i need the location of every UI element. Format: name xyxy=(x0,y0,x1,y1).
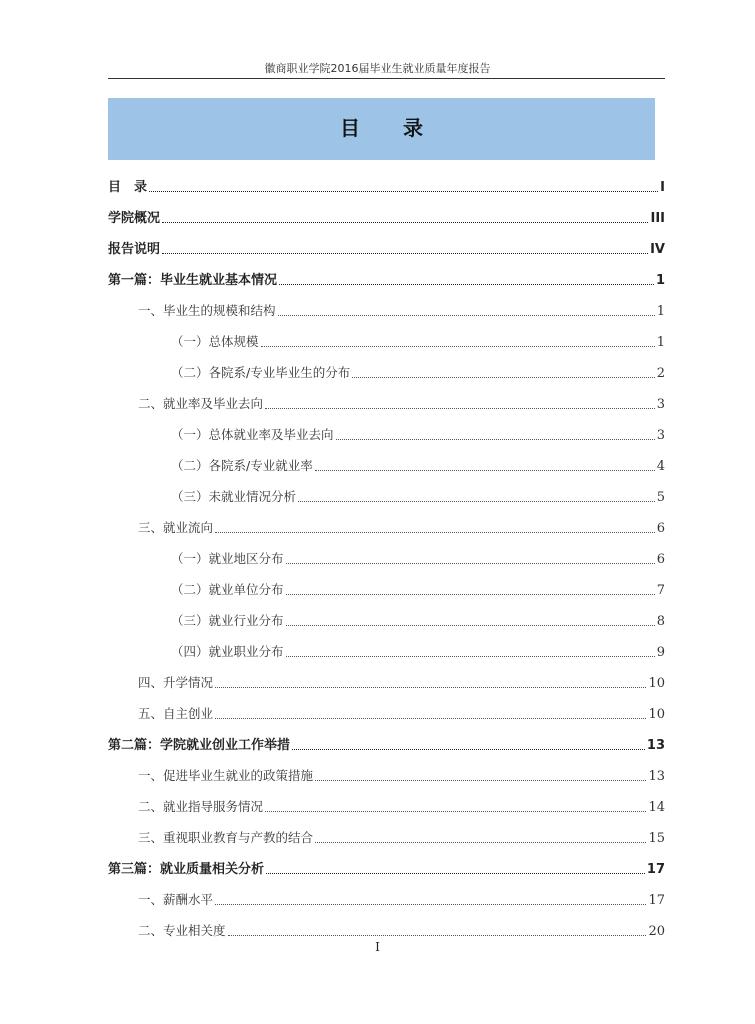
toc-dot-leader xyxy=(292,749,645,750)
toc-dot-leader xyxy=(162,222,648,223)
toc-entry-label: （三）未就业情况分析 xyxy=(171,489,297,504)
toc-title: 目 录 xyxy=(340,116,441,140)
toc-entry-page: 6 xyxy=(656,552,665,567)
toc-entry-page: 8 xyxy=(656,614,665,629)
toc-entry-label: 三、就业流向 xyxy=(138,520,214,535)
toc-dot-leader xyxy=(162,253,648,254)
toc-dot-leader xyxy=(315,780,646,781)
toc-entry-label: （三）就业行业分布 xyxy=(171,613,284,628)
toc-entry-label: （二）就业单位分布 xyxy=(171,582,284,597)
toc-entry-page: 20 xyxy=(648,924,665,939)
toc-entry[interactable] xyxy=(108,697,665,728)
toc-dot-leader xyxy=(265,408,655,409)
toc-entry-label: 二、专业相关度 xyxy=(138,923,226,938)
toc-dot-leader xyxy=(286,563,655,564)
toc-dot-leader xyxy=(279,284,654,285)
page-number: I xyxy=(375,940,380,954)
toc-dot-leader xyxy=(215,718,646,719)
toc-entry-label: 二、就业指导服务情况 xyxy=(138,799,264,814)
toc-entry-page: 7 xyxy=(656,583,665,598)
toc-entry[interactable] xyxy=(108,604,665,635)
toc-dot-leader xyxy=(286,594,655,595)
toc-entry-label: （四）就业职业分布 xyxy=(171,644,284,659)
toc-entry-page: 2 xyxy=(656,366,665,381)
toc-entry[interactable] xyxy=(108,325,665,356)
toc-entry-label: 第三篇：就业质量相关分析 xyxy=(108,862,265,877)
toc-entry[interactable] xyxy=(108,263,665,294)
toc-entry[interactable] xyxy=(108,201,665,232)
toc-entry-page: 6 xyxy=(656,521,665,536)
toc-entry-label: 三、重视职业教育与产教的结合 xyxy=(138,830,314,845)
toc-entry[interactable] xyxy=(108,418,665,449)
toc-entry-page: 17 xyxy=(646,862,665,877)
toc-entry-page: 9 xyxy=(656,645,665,660)
toc-entry-page: 3 xyxy=(656,397,665,412)
toc-entry-label: 一、促进毕业生就业的政策措施 xyxy=(138,768,314,783)
toc-entry-page: 14 xyxy=(648,800,665,815)
running-header: 徽商职业学院2016届毕业生就业质量年度报告 xyxy=(264,62,491,75)
toc-dot-leader xyxy=(336,439,655,440)
toc-entry-label: 四、升学情况 xyxy=(138,675,214,690)
toc-entry[interactable] xyxy=(108,573,665,604)
toc-entry[interactable] xyxy=(108,232,665,263)
toc-entry-label: （一）总体规模 xyxy=(171,334,259,349)
toc-dot-leader xyxy=(215,904,646,905)
toc-entry[interactable] xyxy=(108,387,665,418)
toc-entry[interactable] xyxy=(108,294,665,325)
toc-entry-label: 二、就业率及毕业去向 xyxy=(138,396,264,411)
toc-dot-leader xyxy=(278,315,655,316)
toc-dot-leader xyxy=(266,873,645,874)
toc-entry-page: 10 xyxy=(648,707,665,722)
toc-entry[interactable] xyxy=(108,728,665,759)
toc-entry-page: 10 xyxy=(648,676,665,691)
toc-entry-page: 1 xyxy=(656,335,665,350)
toc-entry-label: （一）总体就业率及毕业去向 xyxy=(171,427,334,442)
toc-entry-label: （二）各院系/专业毕业生的分布 xyxy=(171,365,351,380)
toc-entry[interactable] xyxy=(108,790,665,821)
header-rule xyxy=(108,78,665,79)
toc-entry[interactable] xyxy=(108,883,665,914)
toc-entry[interactable] xyxy=(108,511,665,542)
toc-entry-label: 第二篇：学院就业创业工作举措 xyxy=(108,738,291,753)
toc-entry-label: 五、自主创业 xyxy=(138,706,214,721)
toc-entry-page: IV xyxy=(650,242,665,257)
toc-entry[interactable] xyxy=(108,821,665,852)
toc-dot-leader xyxy=(315,470,655,471)
toc-dot-leader xyxy=(315,842,646,843)
toc-dot-leader xyxy=(352,377,655,378)
toc-entry-page: 13 xyxy=(648,769,665,784)
toc-entry-label: 报告说明 xyxy=(108,242,161,257)
toc-entry-page: 15 xyxy=(648,831,665,846)
toc-dot-leader xyxy=(228,935,647,936)
toc-entry[interactable] xyxy=(108,356,665,387)
toc-entry-label: （一）就业地区分布 xyxy=(171,551,284,566)
toc-entry-page: 5 xyxy=(656,490,665,505)
toc-entry-page: 17 xyxy=(648,893,665,908)
toc-entry-page: 4 xyxy=(656,459,665,474)
toc-entry-page: 13 xyxy=(646,738,665,753)
toc-entry[interactable] xyxy=(108,852,665,883)
toc-dot-leader xyxy=(265,811,646,812)
toc-title-banner xyxy=(108,98,655,160)
toc-dot-leader xyxy=(215,687,646,688)
toc-entry[interactable] xyxy=(108,635,665,666)
toc-entry-page: I xyxy=(660,180,665,195)
toc-dot-leader xyxy=(286,656,655,657)
toc-dot-leader xyxy=(149,191,658,192)
toc-entry[interactable] xyxy=(108,759,665,790)
toc-entry-page: III xyxy=(650,211,665,226)
toc-entry-page: 3 xyxy=(656,428,665,443)
toc-entry[interactable] xyxy=(108,480,665,511)
toc-entry[interactable] xyxy=(108,666,665,697)
toc-entry-label: 一、毕业生的规模和结构 xyxy=(138,303,276,318)
toc-entry-page: 1 xyxy=(656,304,665,319)
table-of-contents xyxy=(108,170,665,945)
toc-entry[interactable] xyxy=(108,542,665,573)
toc-dot-leader xyxy=(261,346,655,347)
toc-entry[interactable] xyxy=(108,170,665,201)
toc-entry-label: 一、薪酬水平 xyxy=(138,892,214,907)
toc-entry-label: 第一篇：毕业生就业基本情况 xyxy=(108,273,278,288)
toc-dot-leader xyxy=(298,501,655,502)
toc-entry[interactable] xyxy=(108,449,665,480)
toc-entry-label: （二）各院系/专业就业率 xyxy=(171,458,313,473)
toc-dot-leader xyxy=(215,532,655,533)
toc-entry-label: 学院概况 xyxy=(108,211,161,226)
toc-dot-leader xyxy=(286,625,655,626)
toc-entry-page: 1 xyxy=(655,273,665,288)
toc-entry-label: 目 录 xyxy=(108,180,148,195)
